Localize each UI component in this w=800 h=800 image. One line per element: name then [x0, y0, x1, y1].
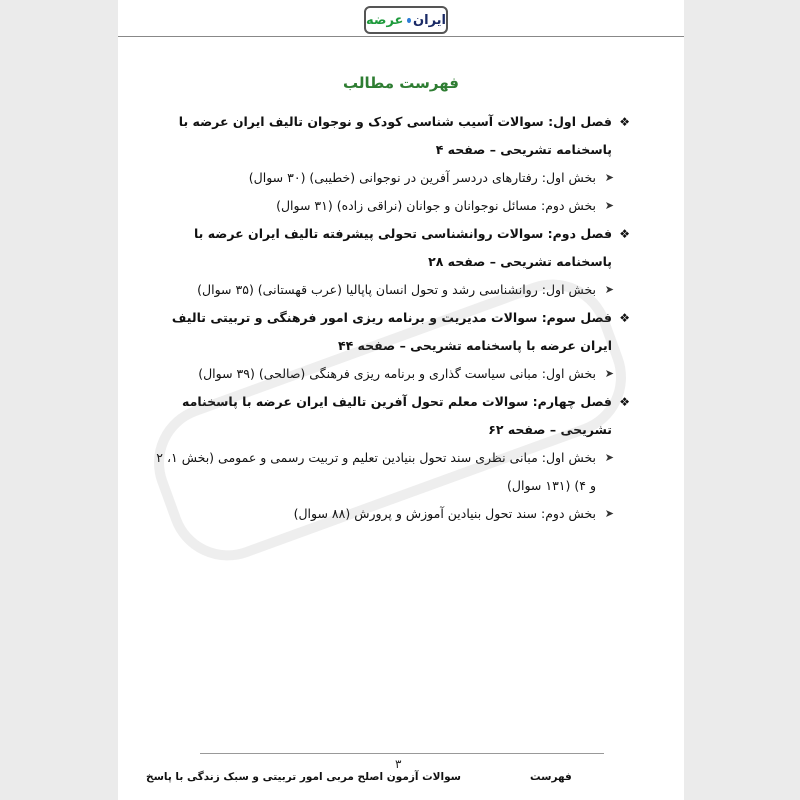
arrow-bullet-icon: ➤ — [604, 199, 614, 212]
toc-chapter[interactable] — [150, 304, 630, 360]
toc-section-text: بخش اول: رفتارهای دردسر آفرین در نوجوانی (خطیبی) (۳۰ سوال) — [248, 170, 596, 185]
arrow-bullet-icon: ➤ — [604, 507, 614, 520]
header-divider — [118, 36, 684, 37]
diamond-bullet-icon: ❖ — [619, 395, 630, 409]
page-number: ۳ — [395, 757, 402, 771]
toc-title: فهرست مطالب — [343, 74, 459, 92]
toc-chapter-text: فصل سوم: سوالات مدیریت و برنامه ریزی امور فرهنگی و تربیتی تالیف ایران عرضه با پاسخنامه تشریحی – صفحه ۴۴ — [171, 310, 612, 353]
logo-text-b: عرضه — [366, 12, 404, 28]
footer-document-title: سوالات آزمون اصلح مربی امور تربیتی و سبک زندگی با پاسخ — [146, 771, 461, 783]
logo-text-a: ایران — [413, 12, 446, 28]
toc-chapter[interactable] — [150, 388, 630, 444]
toc-chapter[interactable] — [150, 220, 630, 276]
arrow-bullet-icon: ➤ — [604, 367, 614, 380]
toc-section-text: بخش اول: مبانی سیاست گذاری و برنامه ریزی فرهنگی (صالحی) (۳۹ سوال) — [198, 366, 596, 381]
toc-section-text: بخش اول: مبانی نظری سند تحول بنیادین تعلیم و تربیت رسمی و عمومی (بخش ۱، ۲ و ۴) (۱۳۱ سوال) — [156, 450, 596, 493]
diamond-bullet-icon: ❖ — [619, 227, 630, 241]
toc-chapter-text: فصل دوم: سوالات روانشناسی تحولی پیشرفته تالیف ایران عرضه با پاسخنامه تشریحی – صفحه ۲۸ — [193, 226, 612, 269]
arrow-bullet-icon: ➤ — [604, 283, 614, 296]
toc-section[interactable] — [150, 192, 630, 220]
diamond-bullet-icon: ❖ — [619, 115, 630, 129]
toc-section-text: بخش دوم: سند تحول بنیادین آموزش و پرورش (۸۸ سوال) — [293, 506, 596, 521]
footer-divider — [200, 753, 604, 754]
toc-section[interactable] — [150, 444, 630, 500]
footer-section-label: فهرست — [530, 771, 572, 783]
logo-dot-icon — [407, 18, 411, 23]
diamond-bullet-icon: ❖ — [619, 311, 630, 325]
toc-section[interactable] — [150, 276, 630, 304]
toc-section-text: بخش دوم: مسائل نوجوانان و جوانان (نراقی زاده) (۳۱ سوال) — [276, 198, 596, 213]
toc-chapter-text: فصل اول: سوالات آسیب شناسی کودک و نوجوان تالیف ایران عرضه با پاسخنامه تشریحی – صفحه ۴ — [178, 114, 612, 157]
toc-section[interactable] — [150, 360, 630, 388]
table-of-contents — [150, 108, 630, 528]
arrow-bullet-icon: ➤ — [604, 451, 614, 464]
brand-logo — [364, 6, 448, 34]
arrow-bullet-icon: ➤ — [604, 171, 614, 184]
toc-chapter-text: فصل چهارم: سوالات معلم تحول آفرین تالیف ایران عرضه با پاسخنامه تشریحی – صفحه ۶۲ — [182, 394, 612, 437]
toc-section-text: بخش اول: روانشناسی رشد و تحول انسان پاپالیا (عرب قهستانی) (۳۵ سوال) — [197, 282, 596, 297]
toc-chapter[interactable] — [150, 108, 630, 164]
toc-section[interactable] — [150, 500, 630, 528]
toc-section[interactable] — [150, 164, 630, 192]
